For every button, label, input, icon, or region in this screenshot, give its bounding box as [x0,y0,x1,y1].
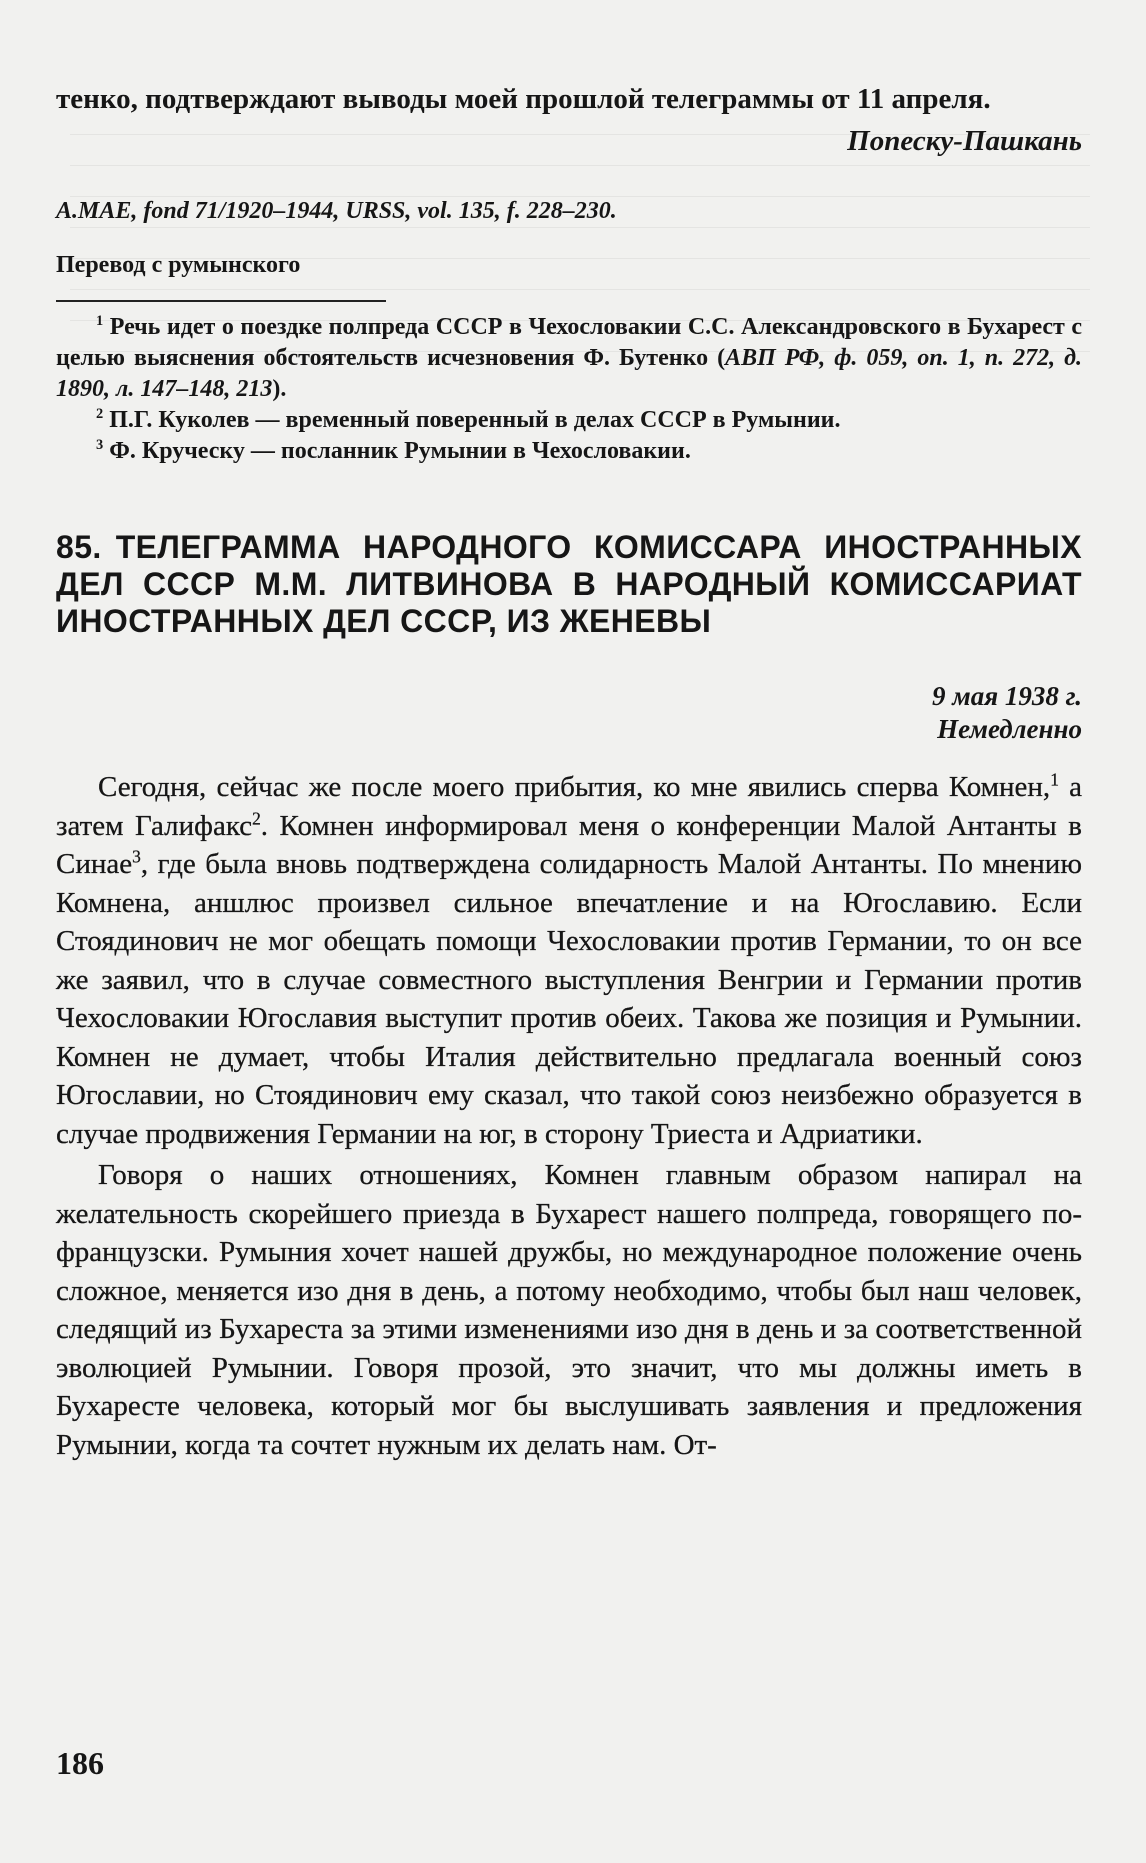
document-body [56,768,1082,1464]
signature: Попеску-Пашкань [847,125,1082,157]
body-paragraph-1 [56,768,1082,1153]
body-paragraph-2: Говоря о наших отношениях, Комнен главным образом напирал на желательность скорейшего приезда в Бухарест нашего полпреда, говорящего по-французски. Румыния хочет нашей дружбы, но международное положение очень сложное, меняется изо дня в день, а потому необходимо, чтобы был наш человек, следящий из Бухареста за этими изменениями изо дня в день и за соответственной эволюцией Румынии. Говоря прозой, это значит, что мы должны иметь в Бухаресте человека, который мог бы выслушивать заявления и предложения Румынии, когда та сочтет нужным их делать нам. От- [56,1159,1082,1461]
footnote-divider [56,300,386,302]
footnote-ref-3: 3 [132,846,141,867]
continued-paragraph: тенко, подтверждают выводы моей прошлой телеграммы от 11 апреля. [56,83,991,115]
footnote-text: П.Г. Куколев — временный поверенный в делах СССР в Румынии. [109,407,841,433]
document-number: 85. [56,529,102,565]
footnote-ref-2: 2 [252,807,261,828]
footnotes [56,312,1082,467]
archive-reference: A.MAE, fond 71/1920–1944, URSS, vol. 135, f. 228–230. [56,198,617,224]
document-title: ТЕЛЕГРАММА НАРОДНОГО КОМИССАРА ИНОСТРАННЫХ ДЕЛ СССР М.М. ЛИТВИНОВА В НАРОДНЫЙ КОМИССАРИАТ ИНОСТРАННЫХ ДЕЛ СССР, ИЗ ЖЕНЕВЫ [56,529,1082,639]
paragraph-text: Сегодня, сейчас же после моего прибытия, ко мне явились сперва Комнен, [98,771,1051,803]
document-heading [56,529,1082,640]
footnote-text: Речь идет о поездке полпреда СССР в Чехословакии С.С. Александровского в Бухарест с целью выяснения обстоятельств исчезновения Ф. Бутенко ( [56,314,1083,371]
page-number: 186 [56,1745,104,1781]
footnote-text: Ф. Круческу — посланник Румынии в Чехословакии. [109,438,691,464]
footnote-ref-1: 1 [1050,769,1059,790]
footnote-marker: 1 [96,313,104,329]
document-date: 9 мая 1938 г. [931,681,1082,711]
footnote-2 [56,405,1082,436]
urgency-marker: Немедленно [937,714,1082,744]
footnote-text-end: ). [272,376,287,402]
footnote-marker: 2 [96,406,104,422]
footnote-3 [56,436,1082,467]
footnote-citation: АВП РФ, ф. 059, оп. 1, п. 272, д. 1890, л. 147–148, 213 [56,345,1083,402]
paragraph-text: а затем Галифакс [56,771,1082,842]
footnote-marker: 3 [96,437,104,453]
footnote-1 [56,312,1082,405]
paragraph-text: , где была вновь подтверждена солидарность Малой Антанты. По мнению Комнена, аншлюс произвел сильное впечатление и на Югославию. Если Стоядинович не мог обещать помощи Чехословакии против Германии, то он все же заявил, что в случае совместного выступления Венгрии и Германии против Чехословакии Югославия выступит против обеих. Такова же позиция и Румынии. Комнен не думает, чтобы Италия действительно предлагала военный союз Югославии, но Стоядинович ему сказал, что такой союз неизбежно образуется в случае продвижения Германии на юг, в сторону Триеста и Адриатики. [56,848,1082,1150]
paragraph-text: . Комнен информировал меня о конференции Малой Антанты в Синае [56,809,1082,880]
translation-note: Перевод с румынского [56,252,301,278]
page-content [56,82,1082,1467]
